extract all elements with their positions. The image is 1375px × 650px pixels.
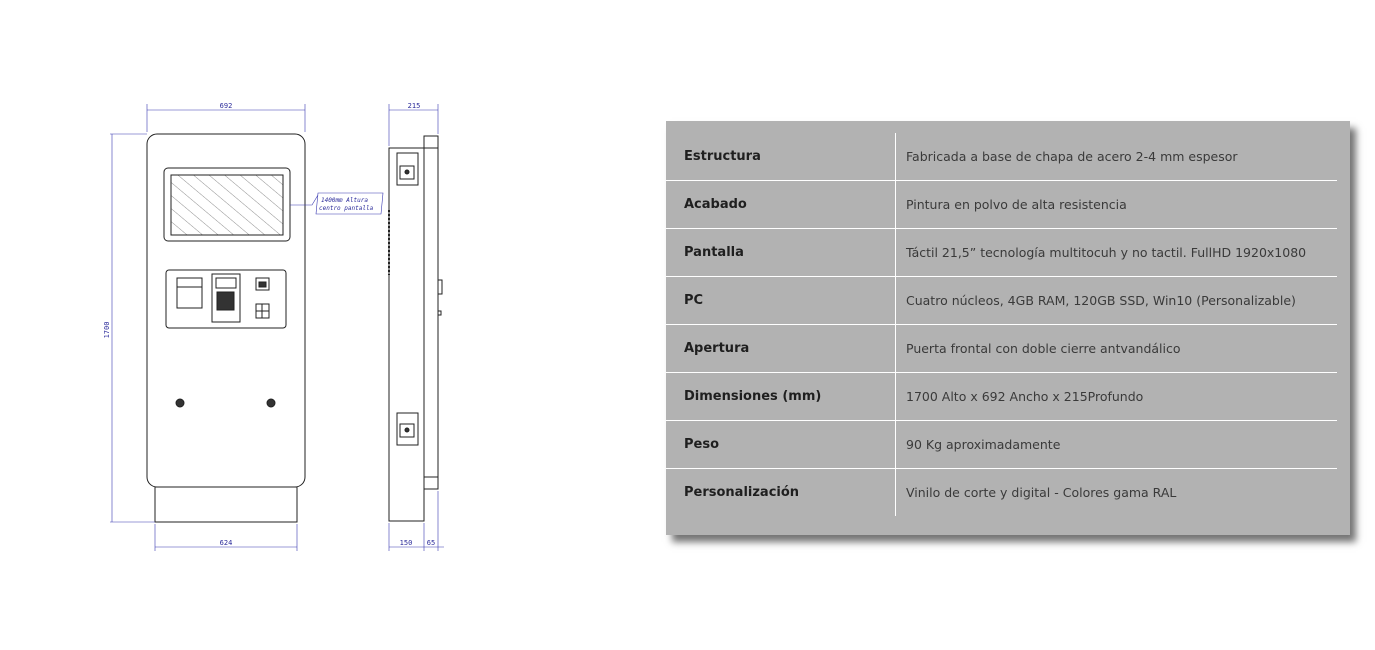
depth-front-dimension-label: 65 <box>426 539 436 547</box>
screen-height-note-line1: 1400mm Altura <box>321 197 368 204</box>
screen-height-note-line2: centro pantalla <box>319 205 374 212</box>
spec-value: Puerta frontal con doble cierre antvandálico <box>896 325 1338 373</box>
spec-label: Dimensiones (mm) <box>666 373 896 421</box>
screen-area <box>171 175 283 235</box>
spec-row <box>666 373 1337 421</box>
height-dimension-label: 1700 <box>103 321 111 339</box>
spec-value: Cuatro núcleos, 4GB RAM, 120GB SSD, Win10 (Personalizable) <box>896 277 1338 325</box>
technical-drawing <box>0 0 640 650</box>
depth-base-dimension-label: 150 <box>399 539 413 547</box>
width-dimension-label: 692 <box>219 102 233 110</box>
spec-value: Pintura en polvo de alta resistencia <box>896 181 1338 229</box>
spec-panel <box>666 121 1350 535</box>
spec-label: Estructura <box>666 133 896 181</box>
spec-value: Fabricada a base de chapa de acero 2-4 mm espesor <box>896 133 1338 181</box>
spec-label: Personalización <box>666 469 896 517</box>
base-width-dimension-label: 624 <box>219 539 233 547</box>
spec-row <box>666 229 1337 277</box>
speaker-left <box>176 399 184 407</box>
spec-label: Peso <box>666 421 896 469</box>
spec-value: 90 Kg aproximadamente <box>896 421 1338 469</box>
spec-value: 1700 Alto x 692 Ancho x 215Profundo <box>896 373 1338 421</box>
speaker-right <box>267 399 275 407</box>
side-door <box>424 136 438 489</box>
spec-table <box>666 133 1337 516</box>
spec-row <box>666 133 1337 181</box>
side-body <box>389 148 424 521</box>
depth-dimension-label: 215 <box>407 102 421 110</box>
spec-row <box>666 181 1337 229</box>
spec-row <box>666 469 1337 517</box>
spec-label: Apertura <box>666 325 896 373</box>
side-view <box>389 136 442 521</box>
spec-row <box>666 421 1337 469</box>
printer-slot <box>177 278 202 308</box>
front-view <box>147 134 305 522</box>
spec-value: Vinilo de corte y digital - Colores gama RAL <box>906 485 1177 500</box>
spec-label: Pantalla <box>666 229 896 277</box>
spec-row <box>666 277 1337 325</box>
spec-value: Táctil 21,5” tecnología multitocuh y no tactil. FullHD 1920x1080 <box>896 229 1338 277</box>
spec-label: PC <box>666 277 896 325</box>
spec-row <box>666 325 1337 373</box>
spec-label: Acabado <box>666 181 896 229</box>
kiosk-base <box>155 487 297 522</box>
